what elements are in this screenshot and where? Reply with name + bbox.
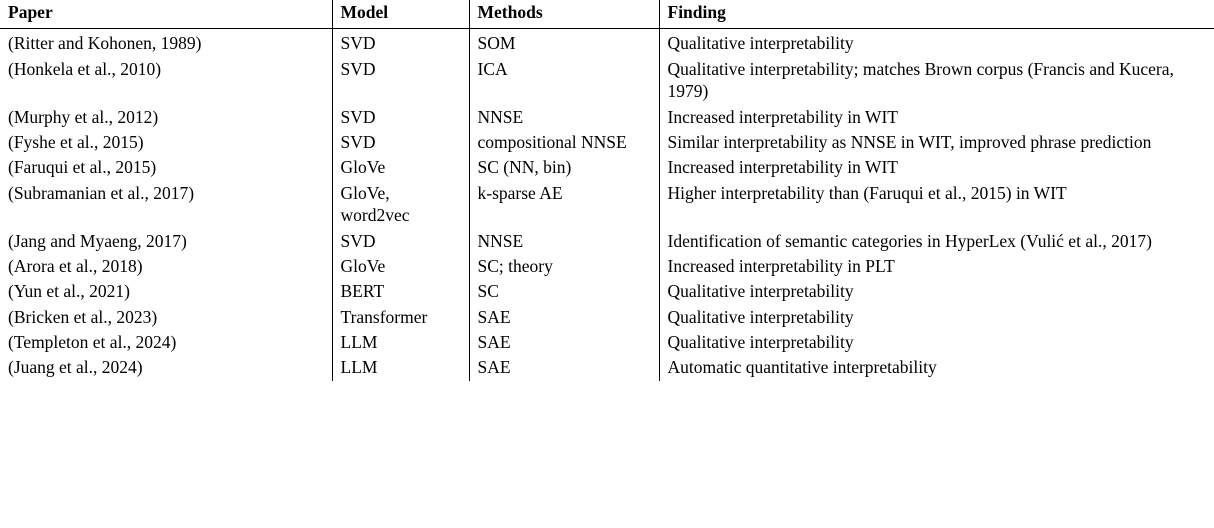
table-header-row: [0, 0, 1214, 29]
table-row: [0, 330, 1214, 355]
cell-methods: SC (NN, bin): [469, 155, 659, 180]
cell-methods: SC: [469, 279, 659, 304]
cell-paper: (Fyshe et al., 2015): [8, 131, 144, 152]
cell-model: Transformer: [332, 305, 469, 330]
cell-model: GloVe, word2vec: [332, 181, 469, 229]
cell-model: GloVe: [332, 254, 469, 279]
table-row: [0, 279, 1214, 304]
cell-methods: k-sparse AE: [469, 181, 659, 229]
cell-paper: (Ritter and Kohonen, 1989): [8, 33, 202, 54]
cell-methods: SC; theory: [469, 254, 659, 279]
cell-methods: ICA: [469, 57, 659, 105]
cell-model: BERT: [332, 279, 469, 304]
cell-finding: Qualitative interpretability; matches Brown corpus (Francis and Kucera, 1979): [659, 57, 1214, 105]
cell-paper: (Bricken et al., 2023): [8, 306, 158, 327]
cell-finding: Qualitative interpretability: [659, 305, 1214, 330]
cell-finding: Higher interpretability than (Faruqui et al., 2015) in WIT: [659, 181, 1214, 229]
table-row: [0, 105, 1214, 130]
cell-model: LLM: [332, 355, 469, 380]
cell-finding: Qualitative interpretability: [659, 330, 1214, 355]
cell-methods: SAE: [469, 330, 659, 355]
cell-methods: SOM: [469, 29, 659, 57]
table-header: [0, 0, 1214, 29]
cell-finding: Automatic quantitative interpretability: [659, 355, 1214, 380]
cell-model: GloVe: [332, 155, 469, 180]
cell-model: SVD: [332, 105, 469, 130]
cell-finding: Increased interpretability in WIT: [659, 155, 1214, 180]
cell-finding: Similar interpretability as NNSE in WIT, improved phrase prediction: [659, 130, 1214, 155]
cell-methods: NNSE: [469, 229, 659, 254]
cell-model: SVD: [332, 29, 469, 57]
cell-paper: (Arora et al., 2018): [8, 255, 143, 276]
cell-finding: Identification of semantic categories in HyperLex (Vulić et al., 2017): [659, 229, 1214, 254]
column-header-finding: Finding: [659, 0, 1214, 29]
cell-paper: (Faruqui et al., 2015): [8, 157, 157, 178]
cell-paper: (Jang and Myaeng, 2017): [8, 230, 187, 251]
cell-finding: Increased interpretability in WIT: [659, 105, 1214, 130]
cell-model: SVD: [332, 57, 469, 105]
table-row: [0, 130, 1214, 155]
table-row: [0, 29, 1214, 57]
table-row: [0, 57, 1214, 105]
cell-methods: SAE: [469, 305, 659, 330]
table-row: [0, 305, 1214, 330]
column-header-model: Model: [332, 0, 469, 29]
cell-methods: NNSE: [469, 105, 659, 130]
cell-model: SVD: [332, 229, 469, 254]
cell-paper: (Yun et al., 2021): [8, 281, 130, 302]
cell-paper: (Templeton et al., 2024): [8, 332, 177, 353]
cell-paper: (Honkela et al., 2010): [8, 58, 162, 79]
table-body: [0, 29, 1214, 381]
cell-finding: Qualitative interpretability: [659, 29, 1214, 57]
cell-methods: SAE: [469, 355, 659, 380]
cell-finding: Qualitative interpretability: [659, 279, 1214, 304]
cell-methods: compositional NNSE: [469, 130, 659, 155]
cell-finding: Increased interpretability in PLT: [659, 254, 1214, 279]
table-row: [0, 181, 1214, 229]
cell-paper: (Juang et al., 2024): [8, 357, 143, 378]
cell-model: LLM: [332, 330, 469, 355]
table-row: [0, 229, 1214, 254]
cell-paper: (Murphy et al., 2012): [8, 106, 159, 127]
column-header-methods: Methods: [469, 0, 659, 29]
table-row: [0, 355, 1214, 380]
cell-model: SVD: [332, 130, 469, 155]
column-header-paper: Paper: [8, 2, 53, 22]
table-row: [0, 254, 1214, 279]
cell-paper: (Subramanian et al., 2017): [8, 182, 195, 203]
table-row: [0, 155, 1214, 180]
